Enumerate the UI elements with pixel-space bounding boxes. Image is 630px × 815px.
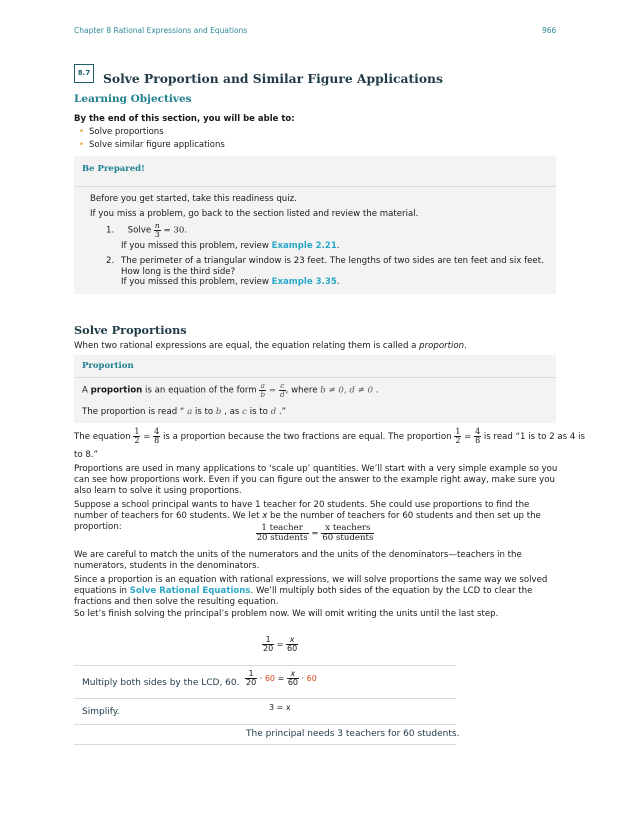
- conclusion: The principal needs 3 teachers for 60 students.: [246, 729, 460, 739]
- quiz-fraction: $\frac{n}{3}$: [154, 221, 160, 239]
- example-link[interactable]: Example 2.21: [271, 241, 337, 251]
- definition-text: A proportion is an equation of the form $\frac{a}{b}$ = $\frac{c}{d}$ , where b ≠ 0, d ≠ 0 .: [82, 381, 379, 399]
- quiz-rhs: = 30: [163, 225, 185, 236]
- step-2-equation: 3 = x: [269, 703, 291, 712]
- page-number: 966: [542, 26, 557, 35]
- paragraph-finish: So let’s finish solving the principal’s problem now. We will omit writing the units until the last step.: [74, 609, 499, 619]
- proportion-intro: When two rational expressions are equal, the equation relating them is called a proportion.: [74, 341, 467, 351]
- example-link[interactable]: Example 3.35: [271, 277, 337, 287]
- definition-condition: b ≠ 0, d ≠ 0: [320, 385, 373, 396]
- running-header-chapter: Chapter 8 Rational Expressions and Equations: [74, 26, 248, 35]
- solve-rational-equations-link[interactable]: Solve Rational Equations: [129, 586, 251, 596]
- step-2-label: Simplify.: [82, 707, 120, 717]
- example-sentence-cont: to 8.”: [74, 450, 99, 460]
- quiz-number: 1.: [106, 225, 115, 236]
- step-1-label: Multiply both sides by the LCD, 60.: [82, 678, 240, 688]
- be-prepared-divider: [74, 186, 556, 187]
- quiz-1-review: If you missed this problem, review Example 2.21.: [121, 241, 340, 251]
- example-sentence: The equation $\frac{1}{2}$ = $\frac{4}{8}$ is a proportion because the two fractions are equal. The proportion $\frac{1}{2}$ = $\frac{4}{8}$ is read “1 is to 2 as 4 is: [74, 427, 585, 445]
- list-item: • Solve similar figure applications: [74, 139, 225, 152]
- definition-box: [74, 355, 556, 423]
- table-row-divider: [74, 665, 456, 666]
- solution-equation-1: $\frac{1}{20}$ = $\frac{x}{60}$: [263, 635, 298, 653]
- list-item: • Solve proportions: [74, 126, 225, 139]
- quiz-item-1: 1. Solve $\frac{n}{3}$ = 30.: [106, 221, 188, 239]
- be-prepared-box: [74, 156, 556, 294]
- table-row-divider: [74, 698, 456, 699]
- setup-equation: $\frac{\text{1 teacher}}{\text{20 students}}$ = $\frac{\text{x teachers}}{\text{60 students}}$: [256, 523, 374, 543]
- objectives-heading: Learning Objectives: [74, 93, 192, 105]
- prepared-line2: If you miss a problem, go back to the section listed and review the material.: [90, 209, 419, 219]
- subsection-heading: Solve Proportions: [74, 323, 187, 337]
- quiz-label: Solve: [127, 225, 152, 236]
- objectives-intro: By the end of this section, you will be able to:: [74, 114, 295, 124]
- objectives-list: [74, 126, 225, 151]
- step-1-equation: $\frac{1}{20}$ · 60 = $\frac{x}{60}$ · 60: [246, 669, 317, 687]
- definition-title: Proportion: [82, 361, 134, 371]
- be-prepared-title: Be Prepared!: [82, 164, 145, 174]
- paragraph-units: We are careful to match the units of the numerators and the units of the denominators—teachers in the numerators, students in the denominators.: [74, 550, 522, 571]
- definition-divider: [74, 377, 556, 378]
- quiz-number: 2.: [106, 256, 115, 266]
- paragraph-scale-up: Proportions are used in many applications to ‘scale up’ quantities. We’ll start with a very simple example so you can see how proportions work. Even if you can figure out the answer to the example right away, make sure you also learn to solve it using proportions.: [74, 464, 558, 496]
- quiz-text: The perimeter of a triangular window is 23 feet. The lengths of two sides are ten feet and six feet. How long is the third side?: [121, 256, 544, 277]
- paragraph-principal: Suppose a school principal wants to have 1 teacher for 20 students. She could use proportions to find the number of teachers for 60 students. We let x be the number of teachers for 60 students and then set up the proportion:: [74, 500, 541, 532]
- paragraph-rational-equations: Since a proportion is an equation with rational expressions, we will solve proportions the same way we solved equations in Solve Rational Equations. We’ll multiply both sides of the equation by the LCD to clear the fractions and then solve the resulting equation.: [74, 575, 548, 607]
- quiz-item-2: 2. The perimeter of a triangular window is 23 feet. The lengths of two sides are ten feet and six feet. How long is the third side? If you missed this problem, review Example 3.35.: [106, 256, 544, 287]
- section-title: Solve Proportion and Similar Figure Applications: [103, 71, 443, 86]
- table-row-divider: [74, 744, 456, 745]
- table-row-divider: [74, 724, 456, 725]
- definition-read: The proportion is read “ a is to b , as c is to d .”: [82, 407, 287, 417]
- prepared-line1: Before you get started, take this readiness quiz.: [90, 194, 297, 204]
- section-number-box: 8.7: [74, 64, 94, 83]
